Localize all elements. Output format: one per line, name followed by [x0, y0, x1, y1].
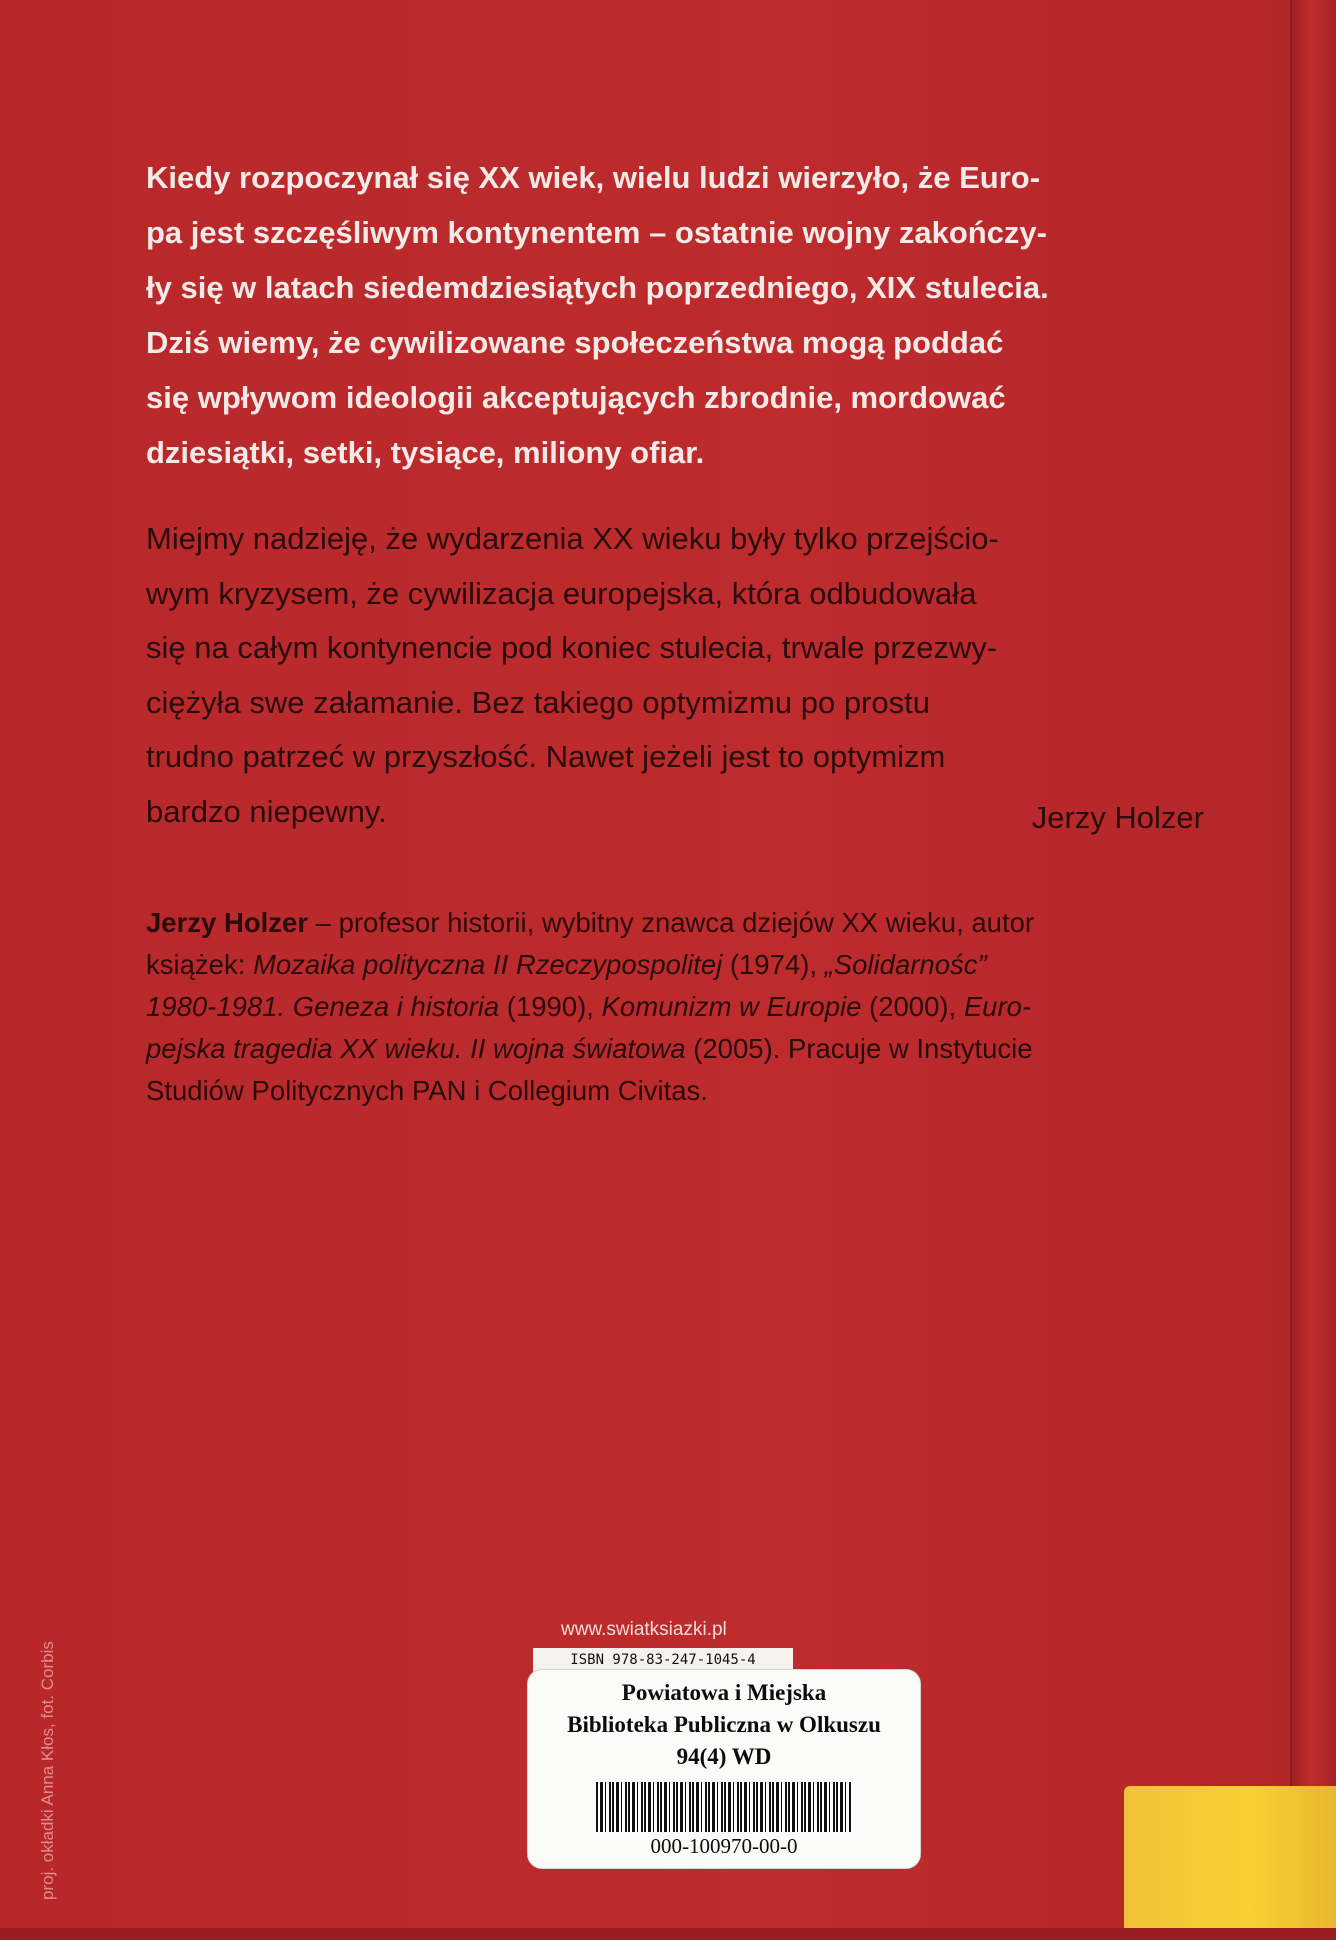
blurb-line: dziesiątki, setki, tysiące, miliony ofiar. [146, 435, 705, 470]
bio-book-title: Mozaika polityczna II Rzeczypospolitej [252, 949, 723, 980]
blurb-paragraph-1 [146, 150, 1208, 480]
book-spine [1290, 0, 1336, 1940]
blurb-line: wym kryzysem, że cywilizacja europejska, która odbudowała [146, 575, 977, 611]
blurb-line: pa jest szczęśliwym kontynentem – ostatnie wojny zakończy- [146, 215, 1047, 250]
blurb-line: się wpływom ideologii akceptujących zbrodnie, mordować [146, 380, 1006, 415]
bio-text: (2005). Pracuje w Instytucie [685, 1033, 1033, 1064]
blurb-line: ły się w latach siedemdziesiątych poprzedniego, XIX stulecia. [146, 270, 1049, 305]
barcode-icon [596, 1782, 852, 1832]
yellow-sticker [1124, 1786, 1336, 1928]
blurb-paragraph-2 [146, 512, 1208, 839]
blurb-line: się na całym kontynencie pod koniec stulecia, trwale przezwy- [146, 630, 998, 665]
bio-text: – profesor historii, wybitny znawca dziejów XX wieku, autor [308, 907, 1035, 938]
bio-line [146, 944, 1208, 986]
cover-design-credit: proj. okładki Anna Kłos, fot. Corbis [38, 1641, 57, 1900]
bio-text: (1974), [722, 949, 825, 980]
bio-line [146, 902, 1208, 944]
blurb-line: Dziś wiemy, że cywilizowane społeczeństwa mogą poddać [146, 325, 1004, 360]
blurb-line: trudno patrzeć w przyszłość. Nawet jeżeli jest to optymizm [146, 739, 946, 774]
library-call-number: 94(4) WD [676, 1744, 772, 1769]
blurb-line: Kiedy rozpoczynał się XX wiek, wielu ludzi wierzyło, że Euro- [146, 160, 1041, 195]
isbn-label: ISBN 978-83-247-1045-4 [533, 1648, 793, 1673]
bio-text: (2000), [861, 991, 964, 1022]
library-name-line-1: Powiatowa i Miejska [621, 1680, 827, 1705]
blurb-line: bardzo niepewny. [146, 793, 387, 829]
cover-bottom-edge [0, 1928, 1336, 1940]
bio-text: (1990), [499, 991, 602, 1022]
bio-book-title: 1980-1981. Geneza i historia [146, 991, 500, 1022]
library-label [528, 1670, 920, 1868]
bio-book-title: pejska tragedia XX wieku. II wojna światowa [146, 1033, 686, 1064]
blurb-line: Miejmy nadzieję, że wydarzenia XX wieku były tylko przejścio- [146, 521, 999, 556]
bio-book-title: Komunizm w Europie [601, 991, 862, 1022]
bio-line [146, 1028, 1208, 1070]
quote-signature: Jerzy Holzer [1031, 800, 1204, 835]
barcode-number: 000-100970-00-0 [650, 1834, 798, 1858]
author-bio [146, 902, 1208, 1112]
bio-line: Studiów Politycznych PAN i Collegium Civitas. [146, 1075, 708, 1106]
bio-book-title: Euro- [963, 991, 1032, 1022]
publisher-url: www.swiatksiazki.pl [561, 1619, 727, 1640]
bio-line [146, 986, 1208, 1028]
library-name-line-2: Biblioteka Publiczna w Olkuszu [567, 1712, 881, 1737]
bio-text: książek: [146, 949, 253, 980]
blurb-line: ciężyła swe załamanie. Bez takiego optymizmu po prostu [146, 684, 930, 720]
bio-book-title: „Solidarnośc” [824, 949, 987, 980]
bio-author-name: Jerzy Holzer [146, 907, 309, 938]
